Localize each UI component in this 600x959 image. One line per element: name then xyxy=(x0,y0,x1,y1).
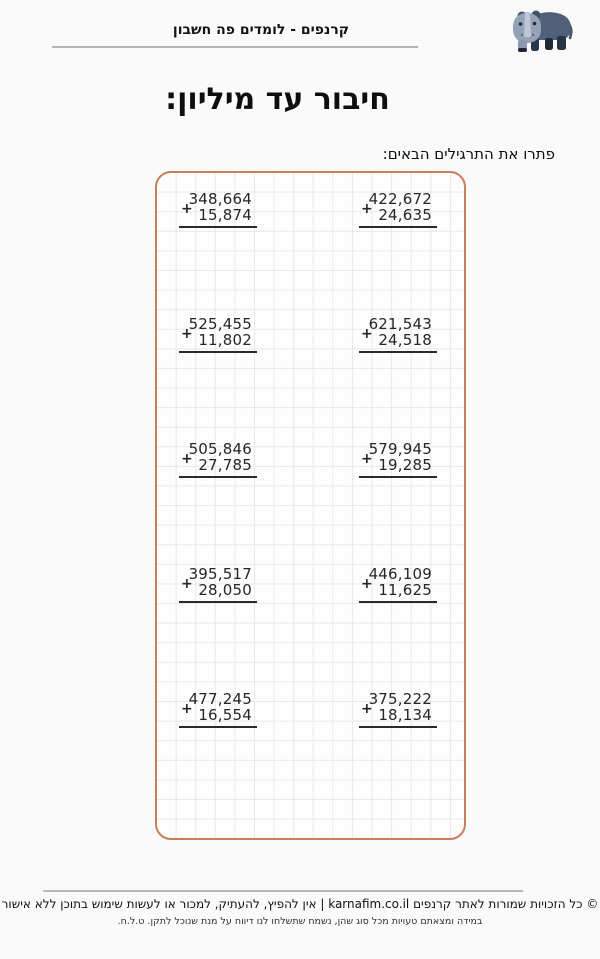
instructions-text: פתרו את התרגילים הבאים: xyxy=(382,145,555,163)
answer-line xyxy=(179,476,257,478)
header-divider xyxy=(52,46,418,48)
answer-line xyxy=(359,226,437,228)
answer-line xyxy=(179,726,257,728)
addend-bottom: 11,802 xyxy=(198,330,252,349)
addend-top: 525,455 xyxy=(188,315,252,333)
addition-problem xyxy=(179,692,257,728)
copyright-text: © כל הזכויות שמורות לאתר קרנפים karnafim.co.il | אין להפיץ, להעתיק, למכור או לעשות שימוש בתוכן ללא אישור xyxy=(1,897,599,911)
addition-problem xyxy=(179,567,257,603)
addition-problem xyxy=(359,692,437,728)
addend-bottom: 18,134 xyxy=(378,705,432,724)
addend-bottom: 28,050 xyxy=(198,580,252,599)
addend-top: 446,109 xyxy=(368,565,432,583)
addend-top: 477,245 xyxy=(188,690,252,708)
plus-operator: + xyxy=(181,326,193,342)
addend-bottom: 16,554 xyxy=(198,705,252,724)
addend-top: 621,543 xyxy=(368,315,432,333)
answer-line xyxy=(359,476,437,478)
addition-problem xyxy=(179,192,257,228)
plus-operator: + xyxy=(361,576,373,592)
addition-problem xyxy=(359,442,437,478)
plus-operator: + xyxy=(181,576,193,592)
answer-line xyxy=(359,351,437,353)
answer-line xyxy=(179,601,257,603)
addend-bottom: 24,635 xyxy=(378,205,432,224)
addend-top: 395,517 xyxy=(188,565,252,583)
addend-bottom: 24,518 xyxy=(378,330,432,349)
answer-line xyxy=(179,351,257,353)
plus-operator: + xyxy=(361,201,373,217)
addition-problem xyxy=(359,192,437,228)
addition-problem xyxy=(179,442,257,478)
plus-operator: + xyxy=(361,701,373,717)
rhino-logo-icon xyxy=(509,6,577,54)
footer-divider xyxy=(43,890,523,892)
site-header-title: קרנפים - לומדים פה חשבון xyxy=(172,22,350,38)
addend-bottom: 19,285 xyxy=(378,455,432,474)
addition-problem xyxy=(359,567,437,603)
plus-operator: + xyxy=(361,451,373,467)
plus-operator: + xyxy=(181,701,193,717)
addend-bottom: 11,625 xyxy=(378,580,432,599)
addend-top: 505,846 xyxy=(188,440,252,458)
addend-top: 579,945 xyxy=(368,440,432,458)
answer-line xyxy=(179,226,257,228)
addition-problem xyxy=(179,317,257,353)
answer-line xyxy=(359,726,437,728)
answer-line xyxy=(359,601,437,603)
plus-operator: + xyxy=(361,326,373,342)
page-title: חיבור עד מיליון: xyxy=(165,82,390,117)
addition-problem xyxy=(359,317,437,353)
plus-operator: + xyxy=(181,451,193,467)
disclaimer-text: במידה ומצאתם טעויות מכל סוג שהן, נשמח שתשלחו לנו דיווח על מנת שנוכל לתקן. ט.ל.ח. xyxy=(117,916,483,927)
addend-top: 375,222 xyxy=(368,690,432,708)
addend-top: 348,664 xyxy=(188,190,252,208)
addend-top: 422,672 xyxy=(368,190,432,208)
addend-bottom: 27,785 xyxy=(198,455,252,474)
plus-operator: + xyxy=(181,201,193,217)
worksheet xyxy=(155,171,466,840)
addend-bottom: 15,874 xyxy=(198,205,252,224)
